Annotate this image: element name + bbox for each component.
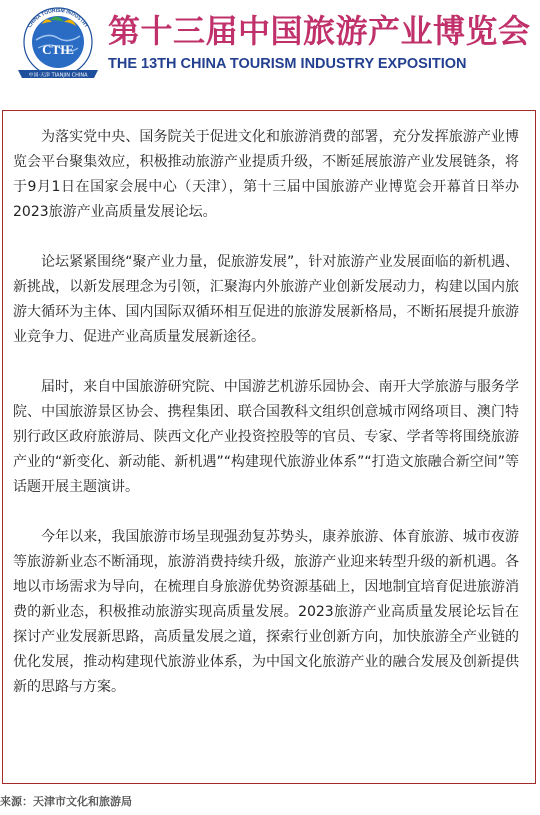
source-credit: 来源：天津市文化和旅游局 — [0, 795, 132, 808]
article-paragraph-3: 届时，来自中国旅游研究院、中国游艺机游乐园协会、南开大学旅游与服务学院、中国旅游景区协会、携程集团、联合国教科文组织创意城市网络项目、澳门特别行政区政府旅游局、陕西文化产业投资控股等的官员、专家、学者等将围绕旅游产业的“新变化、新动能、新机遇”“构建现代旅游业体系”“打造文旅融合新空间”等话题开展主题演讲。 — [13, 379, 519, 495]
ctie-logo-graphic — [12, 6, 104, 82]
logo-ribbon-text: 中国·天津 TIANJIN CHINA — [28, 72, 88, 79]
expo-title-chinese: 第十三届中国旅游产业博览会 — [108, 12, 531, 50]
article-content-box — [2, 110, 536, 784]
article-paragraph-1: 为落实党中央、国务院关于促进文化和旅游消费的部署，充分发挥旅游产业博览会平台聚集效应，积极推动旅游产业提质升级，不断延展旅游产业发展链条，将于9月1日在国家会展中心（天津），第十三届中国旅游产业博览会开幕首日举办2023旅游产业高质量发展论坛。 — [13, 129, 519, 220]
page-header — [0, 0, 540, 90]
logo-ring-text: CHINA TOURISM INDUSTRY — [26, 7, 90, 30]
article-paragraph-4: 今年以来，我国旅游市场呈现强劲复苏势头，康养旅游、体育旅游、城市夜游等旅游新业态不断涌现，旅游消费持续升级，旅游产业迎来转型升级的新机遇。各地以市场需求为导向，在梳理自身旅游优势资源基础上，因地制宜培育促进旅游消费的新业态，积极推动旅游实现高质量发展。2023旅游产业高质量发展论坛旨在探讨产业发展新思路，高质量发展之道，探索行业创新方向，加快旅游全产业链的优化发展，推动构建现代旅游业体系，为中国文化旅游产业的融合发展及创新提供新的思路与方案。 — [13, 529, 519, 695]
logo-abbr: CTIE — [42, 42, 74, 57]
expo-title-english: THE 13TH CHINA TOURISM INDUSTRY EXPOSITION — [108, 56, 467, 72]
article-paragraph-2: 论坛紧紧围绕“聚产业力量，促旅游发展”，针对旅游产业发展面临的新机遇、新挑战，以新发展理念为引领，汇聚海内外旅游产业创新发展动力，构建以国内旅游大循环为主体、国内国际双循环相互促进的旅游发展新格局，不断拓展提升旅游业竞争力、促进产业高质量发展新途径。 — [13, 254, 519, 345]
ctie-logo — [12, 6, 104, 82]
